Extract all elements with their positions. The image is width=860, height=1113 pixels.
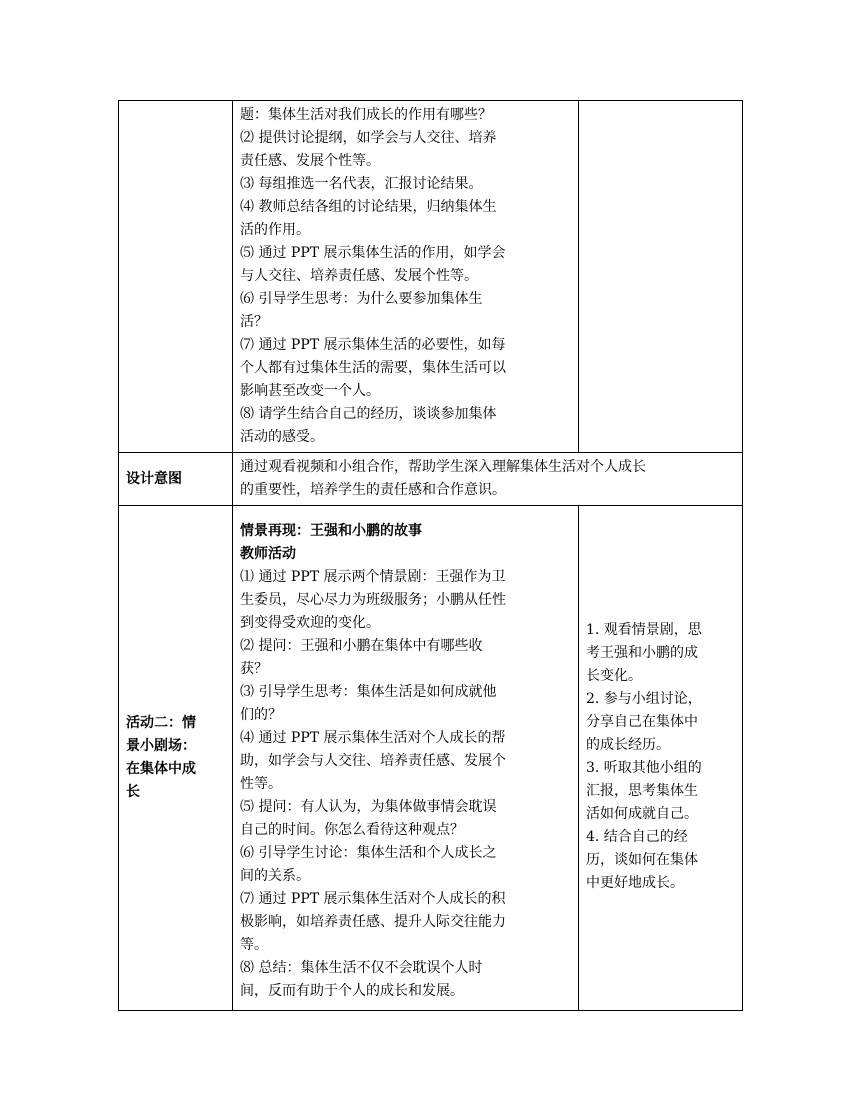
text-line: 与人交往、培养责任感、发展个性等。	[240, 268, 478, 284]
text-line: 2. 参与小组讨论，	[586, 690, 702, 707]
text-line: 的成长经历。	[586, 736, 670, 753]
text-line: 活的作用。	[240, 222, 310, 238]
text-line: 们的？	[240, 707, 282, 723]
student-activity-cell	[579, 506, 743, 1011]
text-line: 汇报，思考集体生	[586, 782, 698, 799]
text-line: 长变化。	[586, 667, 642, 684]
text-line: 自己的时间。你怎么看待这种观点？	[240, 822, 464, 838]
text-line: ⑷ 教师总结各组的讨论结果，归纳集体生	[240, 199, 497, 215]
text-line: ⑵ 提供讨论提纲，如学会与人交往、培养	[240, 130, 497, 146]
label-line: 长	[126, 784, 140, 800]
table-row-activity-continued	[119, 101, 743, 453]
text-line: 3. 听取其他小组的	[586, 759, 702, 776]
text-line: 活如何成就自己。	[586, 805, 698, 822]
label-line: 在集体中成	[126, 761, 196, 777]
text-line: 中更好地成长。	[586, 874, 684, 891]
text-line: 4. 结合自己的经	[586, 828, 688, 845]
text-line: 间的关系。	[240, 868, 310, 884]
design-intent-label: 设计意图	[119, 453, 233, 506]
text-line: ⑸ 提问：有人认为，为集体做事情会耽误	[240, 799, 497, 815]
text-line: 责任感、发展个性等。	[240, 153, 380, 169]
scenario-title: 情景再现：王强和小鹏的故事	[240, 523, 422, 539]
text-line: ⑺ 通过 PPT 展示集体生活的必要性，如每	[240, 337, 506, 353]
teacher-activity-cell	[233, 506, 579, 1011]
text-line: 获？	[240, 661, 268, 677]
text-line: 影响甚至改变一个人。	[240, 383, 380, 399]
label-line: 景小剧场：	[126, 738, 196, 754]
teacher-activity-heading: 教师活动	[240, 546, 296, 562]
text-line: 历，谈如何在集体	[586, 851, 698, 868]
text-line: ⑷ 通过 PPT 展示集体生活对个人成长的帮	[240, 730, 506, 746]
text-line: ⑹ 引导学生讨论：集体生活和个人成长之	[240, 845, 497, 861]
text-line: 个人都有过集体生活的需要，集体生活可以	[240, 360, 506, 376]
text-line: ⑹ 引导学生思考：为什么要参加集体生	[240, 291, 483, 307]
text-line: 极影响，如培养责任感、提升人际交往能力	[240, 914, 506, 930]
text-line: 生委员，尽心尽力为班级服务；小鹏从任性	[240, 592, 506, 608]
text-line: 的重要性，培养学生的责任感和合作意识。	[240, 482, 506, 498]
table-row-activity-two	[119, 506, 743, 1011]
label-line: 活动二：情	[126, 715, 196, 731]
text-line: 1. 观看情景剧，思	[586, 621, 702, 638]
text-line: ⑸ 通过 PPT 展示集体生活的作用，如学会	[240, 245, 506, 261]
text-line: 助，如学会与人交往、培养责任感、发展个	[240, 753, 506, 769]
text-line: ⑻ 请学生结合自己的经历，谈谈参加集体	[240, 406, 497, 422]
row-label-empty	[119, 101, 233, 453]
text-line: ⑺ 通过 PPT 展示集体生活对个人成长的积	[240, 891, 506, 907]
text-line: 通过观看视频和小组合作，帮助学生深入理解集体生活对个人成长	[240, 459, 646, 475]
teacher-activity-cell	[233, 101, 579, 453]
text-line: ⑴ 通过 PPT 展示两个情景剧：王强作为卫	[240, 569, 506, 585]
text-line: 题：集体生活对我们成长的作用有哪些？	[240, 107, 492, 123]
text-line: 分享自己在集体中	[586, 713, 698, 730]
design-intent-cell	[233, 453, 743, 506]
text-line: 性等。	[240, 776, 282, 792]
text-line: ⑻ 总结：集体生活不仅不会耽误个人时	[240, 960, 483, 976]
text-line: ⑶ 引导学生思考：集体生活是如何成就他	[240, 684, 497, 700]
text-line: 活？	[240, 314, 268, 330]
text-line: 间，反而有助于个人的成长和发展。	[240, 983, 464, 999]
text-line: ⑶ 每组推选一名代表，汇报讨论结果。	[240, 176, 483, 192]
lesson-plan-table	[118, 100, 743, 1011]
text-line: ⑵ 提问：王强和小鹏在集体中有哪些收	[240, 638, 483, 654]
text-line: 等。	[240, 937, 268, 953]
student-activity-cell-empty	[579, 101, 743, 453]
activity-two-label	[119, 506, 233, 1011]
text-line: 活动的感受。	[240, 429, 324, 445]
table-row-design-intent	[119, 453, 743, 506]
text-line: 到变得受欢迎的变化。	[240, 615, 380, 631]
text-line: 考王强和小鹏的成	[586, 644, 698, 661]
